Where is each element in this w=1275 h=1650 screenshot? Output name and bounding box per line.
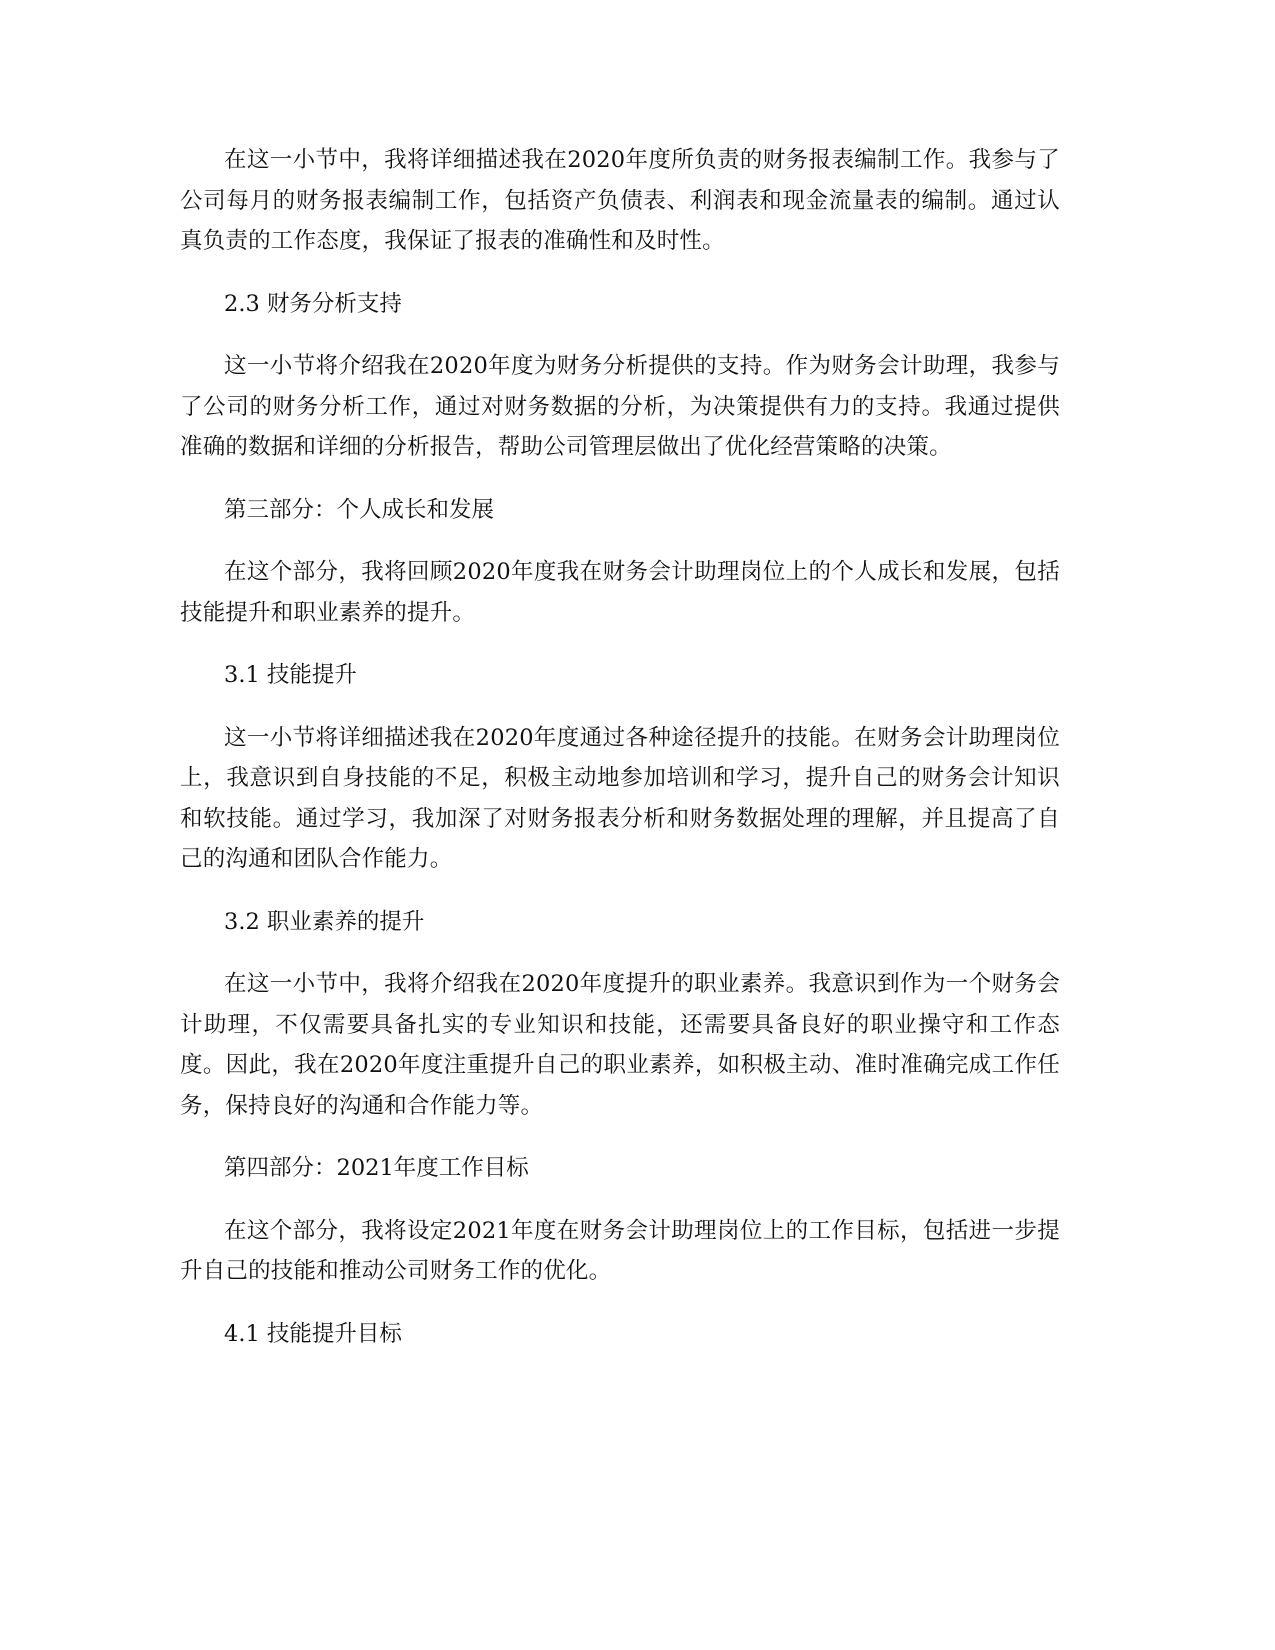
section-heading-3-2: 3.2 职业素养的提升 bbox=[224, 908, 425, 935]
part-heading-4: 第四部分：2021年度工作目标 bbox=[224, 1155, 529, 1181]
paragraph-report-preparation: 在这一小节中，我将详细描述我在2020年度所负责的财务报表编制工作。我参与了公司每月的财务报表编制工作，包括资产负债表、利润表和现金流量表的编制。通过认真负责的工作态度，我保证了报表的准确性和及时性。 bbox=[180, 147, 1060, 254]
document-body bbox=[180, 140, 1060, 1376]
paragraph-personal-growth: 在这个部分，我将回顾2020年度我在财务会计助理岗位上的个人成长和发展，包括技能提升和职业素养的提升。 bbox=[180, 559, 1060, 626]
section-heading-3-1: 3.1 技能提升 bbox=[224, 662, 357, 688]
section-heading-4-1: 4.1 技能提升目标 bbox=[224, 1320, 402, 1347]
paragraph-professionalism: 在这一小节中，我将介绍我在2020年度提升的职业素养。我意识到作为一个财务会计助理，不仅需要具备扎实的专业知识和技能，还需要具备良好的职业操守和工作态度。因此，我在2020年度注重提升自己的职业素养，如积极主动、准时准确完成工作任务，保持良好的沟通和合作能力等。 bbox=[180, 971, 1060, 1119]
paragraph-2021-goals: 在这个部分，我将设定2021年度在财务会计助理岗位上的工作目标，包括进一步提升自己的技能和推动公司财务工作的优化。 bbox=[180, 1217, 1060, 1284]
part-heading-3: 第三部分：个人成长和发展 bbox=[224, 496, 495, 523]
paragraph-financial-analysis: 这一小节将介绍我在2020年度为财务分析提供的支持。作为财务会计助理，我参与了公司的财务分析工作，通过对财务数据的分析，为决策提供有力的支持。我通过提供准确的数据和详细的分析报告，帮助公司管理层做出了优化经营策略的决策。 bbox=[180, 353, 1060, 460]
paragraph-skill-improvement: 这一小节将详细描述我在2020年度通过各种途径提升的技能。在财务会计助理岗位上，我意识到自身技能的不足，积极主动地参加培训和学习，提升自己的财务会计知识和软技能。通过学习，我加深了对财务报表分析和财务数据处理的理解，并且提高了自己的沟通和团队合作能力。 bbox=[180, 724, 1060, 872]
section-heading-2-3: 2.3 财务分析支持 bbox=[224, 290, 402, 317]
